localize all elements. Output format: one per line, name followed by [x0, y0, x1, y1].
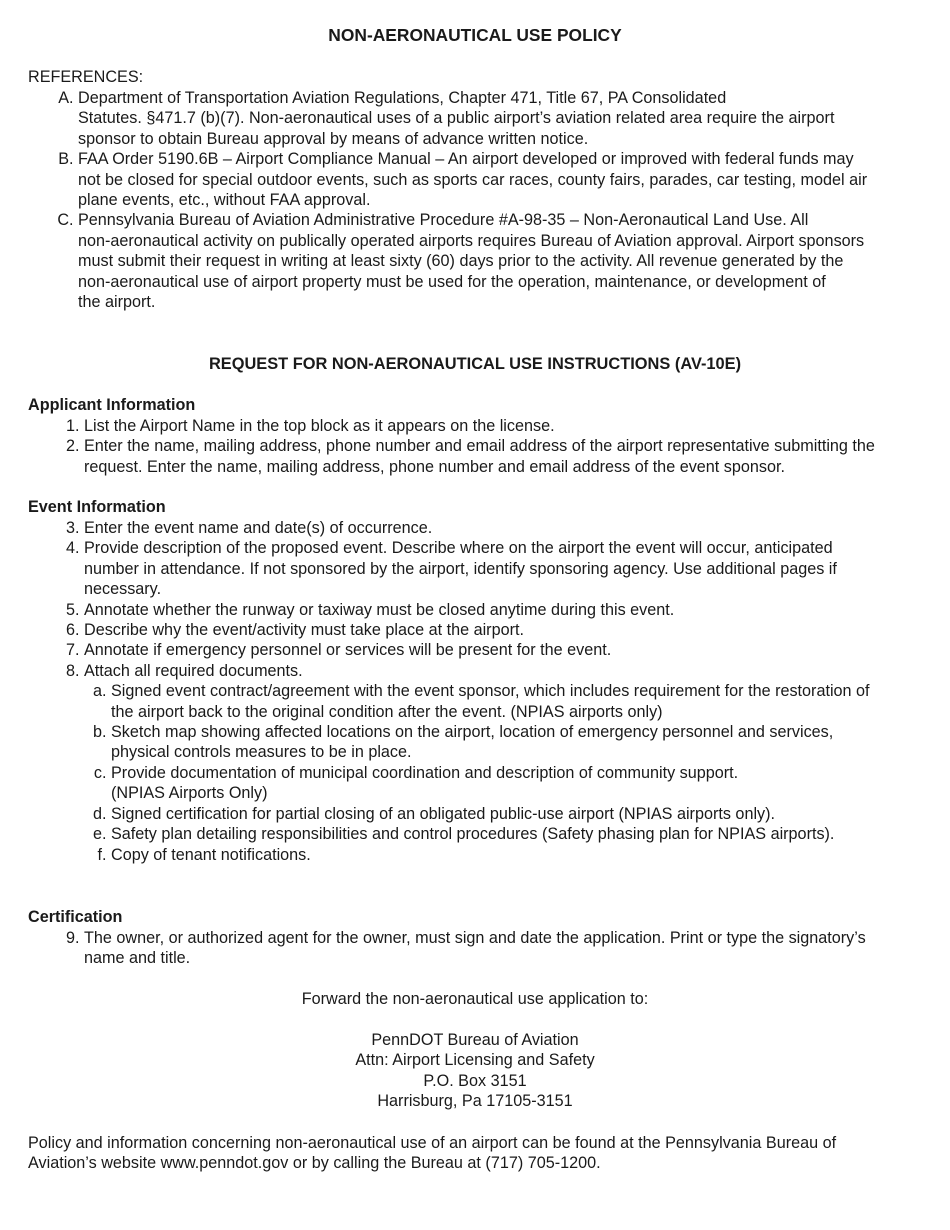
item-letter: d. [92, 804, 107, 823]
item-number: 5. [65, 600, 80, 619]
list-item: 2. Enter the name, mailing address, phone number and email address of the airport representative submitting the request. Enter the name, mailing address, phone number and email address of the event sponsor. [28, 436, 923, 477]
address-line: Attn: Airport Licensing and Safety [355, 1051, 595, 1070]
reference-item-a [28, 88, 920, 149]
references-list [28, 88, 920, 312]
certification-heading: Certification [28, 908, 123, 926]
item-letter: e. [92, 825, 107, 844]
references-label: REFERENCES: [28, 68, 144, 86]
reference-item-b [28, 149, 920, 210]
footer-note: Policy and information concerning non-aeronautical use of an airport can be found at the Pennsylvania Bureau of Aviation’s website www.penndot.gov or by calling the Bureau at (717) 705-1200. [28, 1134, 837, 1173]
sub-list-item: d. Signed certification for partial closing of an obligated public-use airport (NPIAS airports only). [28, 804, 923, 824]
item-number: 8. [65, 661, 80, 680]
list-item: 5. Annotate whether the runway or taxiway must be closed anytime during this event. [28, 600, 923, 620]
item-letter: b. [92, 723, 107, 742]
list-item: 7. Annotate if emergency personnel or services will be present for the event. [28, 640, 923, 660]
applicant-heading: Applicant Information [28, 396, 196, 414]
item-letter: c. [93, 763, 107, 782]
address-line: P.O. Box 3151 [423, 1071, 527, 1090]
reference-marker: C. [57, 211, 74, 230]
item-number: 7. [65, 641, 80, 660]
sub-list-item: b. Sketch map showing affected locations on the airport, location of emergency personnel and services, physical controls measures to be in place. [28, 722, 923, 763]
item-number: 4. [65, 539, 80, 558]
reference-text: FAA Order 5190.6B – Airport Compliance Manual – An airport developed or improved with federal funds may not be closed for special outdoor events, such as sports car races, county fairs, parades, car testing, model air plane events, etc., without FAA approval. [78, 150, 868, 210]
item-number: 3. [65, 519, 80, 537]
reference-marker: B. [58, 150, 74, 169]
item-letter: a. [92, 682, 107, 701]
applicant-list [28, 416, 923, 477]
event-list [28, 518, 923, 865]
item-number: 9. [65, 929, 80, 947]
sub-list-item: f. Copy of tenant notifications. [28, 845, 923, 865]
sub-list-item: a. Signed event contract/agreement with the event sponsor, which includes requirement for the restoration of the airport back to the original condition after the event. (NPIAS airports only) [28, 681, 923, 722]
item-letter: f. [97, 845, 107, 864]
sub-list-item: e. Safety plan detailing responsibilities and control procedures (Safety phasing plan for NPIAS airports). [28, 824, 923, 844]
list-item: 6. Describe why the event/activity must take place at the airport. [28, 620, 923, 640]
list-item: 8. Attach all required documents. [28, 661, 923, 681]
page-title: NON-AERONAUTICAL USE POLICY [328, 25, 622, 45]
sub-list-item: c. Provide documentation of municipal coordination and description of community support. (NPIAS Airports Only) [28, 763, 923, 804]
list-item: 1. List the Airport Name in the top block as it appears on the license. [28, 416, 923, 436]
item-number: 6. [65, 621, 80, 640]
item-number: 2. [65, 437, 80, 456]
list-item: 9. The owner, or authorized agent for the owner, must sign and date the application. Print or type the signatory’s name and title. [28, 928, 923, 969]
address-line: PennDOT Bureau of Aviation [371, 1031, 579, 1049]
instructions-title: REQUEST FOR NON-AERONAUTICAL USE INSTRUCTIONS (AV-10E) [208, 355, 742, 373]
reference-marker: A. [58, 89, 74, 107]
reference-text: Department of Transportation Aviation Regulations, Chapter 471, Title 67, PA Consolidated Statutes. §471.7 (b)(7). Non-aeronautical uses of a public airport’s aviation related area require the airport sponsor to obtain Bureau approval by means of advance written notice. [78, 89, 835, 148]
address-line: Harrisburg, Pa 17105-3151 [377, 1092, 573, 1111]
reference-text: Pennsylvania Bureau of Aviation Administrative Procedure #A-98-35 – Non-Aeronautical Land Use. All non-aeronautical activity on publically operated airports requires Bureau of Aviation approval. Airport sponsors must submit their request in writing at least sixty (60) days prior to the activity. All revenue generated by the non-aeronautical use of airport property must be used for the operation, maintenance, or development of the airport. [78, 211, 865, 312]
forward-text: Forward the non-aeronautical use application to: [301, 990, 649, 1008]
event-heading: Event Information [28, 498, 166, 516]
list-item: 3. Enter the event name and date(s) of occurrence. [28, 518, 923, 538]
mailing-address [0, 1030, 950, 1112]
item-number: 1. [65, 417, 80, 435]
certification-list [28, 928, 923, 969]
list-item: 4. Provide description of the proposed event. Describe where on the airport the event will occur, anticipated number in attendance. If not sponsored by the airport, identify sponsoring agency. Use additional pages if necessary. [28, 538, 923, 599]
reference-item-c [28, 210, 920, 312]
